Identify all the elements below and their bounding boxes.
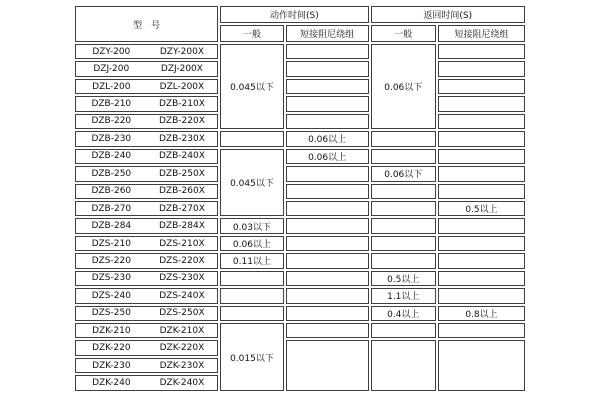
action-damping-cell <box>286 218 369 233</box>
model-name-primary: DZB-230 <box>91 133 132 144</box>
return-general-cell <box>371 340 436 391</box>
action-damping-cell <box>286 61 369 76</box>
model-name-variant: DZS-220X <box>159 255 205 266</box>
model-name-variant: DZS-210X <box>159 238 205 249</box>
return-general-cell <box>371 131 436 146</box>
return-damping-cell: 0.8以上 <box>438 306 525 321</box>
return-damping-cell <box>438 323 525 338</box>
return-damping-cell <box>438 236 525 251</box>
action-damping-cell <box>286 184 369 199</box>
action-damping-cell <box>286 306 369 321</box>
header-damping-return: 短接阻尼绕组 <box>438 25 525 42</box>
model-name-primary: DZB-210 <box>91 99 132 110</box>
return-damping-cell <box>438 288 525 303</box>
table-row <box>75 114 525 129</box>
header-general-return: 一般 <box>371 25 436 42</box>
table-row <box>75 61 525 76</box>
header-model: 型 号 <box>75 6 218 42</box>
table-row <box>75 131 525 146</box>
model-cell <box>75 236 218 251</box>
header-action-time: 动作时间(S) <box>220 6 368 23</box>
return-damping-cell <box>438 61 525 76</box>
action-damping-cell <box>286 236 369 251</box>
action-general-cell: 0.045以下 <box>220 44 283 129</box>
model-name-primary: DZB-240 <box>91 151 132 162</box>
table-row <box>75 149 525 164</box>
return-general-cell <box>371 201 436 216</box>
model-name-primary: DZK-210 <box>92 325 131 336</box>
header-general-action: 一般 <box>220 25 283 42</box>
return-general-cell: 1.1以上 <box>371 288 436 303</box>
return-damping-cell <box>438 340 525 391</box>
return-damping-cell <box>438 184 525 199</box>
model-cell <box>75 288 218 303</box>
action-damping-cell <box>286 323 369 338</box>
action-general-cell: 0.03以下 <box>220 218 283 233</box>
return-damping-cell <box>438 44 525 59</box>
model-name-primary: DZS-230 <box>91 273 131 284</box>
model-cell <box>75 44 218 59</box>
action-damping-cell <box>286 114 369 129</box>
action-damping-cell <box>286 79 369 94</box>
model-name-primary: DZS-240 <box>91 290 131 301</box>
header-damping-action: 短接阻尼绕组 <box>286 25 369 42</box>
return-damping-cell <box>438 79 525 94</box>
table-row <box>75 236 525 251</box>
model-name-primary: DZY-200 <box>92 46 131 57</box>
model-name-variant: DZB-230X <box>159 133 205 144</box>
model-name-variant: DZB-270X <box>159 203 205 214</box>
model-name-variant: DZK-210X <box>159 325 205 336</box>
action-general-cell: 0.06以上 <box>220 236 283 251</box>
return-general-cell: 0.5以上 <box>371 271 436 286</box>
model-name-variant: DZK-220X <box>159 343 205 354</box>
model-cell <box>75 375 218 391</box>
model-name-primary: DZL-200 <box>92 81 131 92</box>
model-cell <box>75 114 218 129</box>
model-name-primary: DZB-260 <box>91 186 132 197</box>
model-name-primary: DZB-284 <box>91 221 132 232</box>
action-damping-cell <box>286 96 369 111</box>
model-name-primary: DZS-250 <box>91 308 131 319</box>
action-damping-cell <box>286 44 369 59</box>
action-general-cell: 0.11以上 <box>220 253 283 268</box>
action-general-cell: 0.045以下 <box>220 149 283 217</box>
model-cell <box>75 253 218 268</box>
model-name-primary: DZB-220 <box>91 116 132 127</box>
header-return-time: 返回时间(S) <box>371 6 525 23</box>
model-name-primary: DZB-270 <box>91 203 132 214</box>
action-general-cell: 0.015以下 <box>220 323 283 391</box>
model-name-variant: DZK-240X <box>159 378 205 389</box>
return-damping-cell <box>438 253 525 268</box>
table-row <box>75 44 525 59</box>
return-damping-cell: 0.5以上 <box>438 201 525 216</box>
model-cell <box>75 201 218 216</box>
model-cell <box>75 218 218 233</box>
model-name-primary: DZK-240 <box>92 378 131 389</box>
model-name-primary: DZK-230 <box>92 360 131 371</box>
table-row <box>75 201 525 216</box>
model-name-primary: DZB-250 <box>91 168 132 179</box>
return-general-cell <box>371 218 436 233</box>
action-damping-cell <box>286 340 369 391</box>
return-general-cell: 0.06以下 <box>371 166 436 181</box>
model-name-variant: DZB-250X <box>159 168 205 179</box>
model-name-variant: DZJ-200X <box>160 64 203 75</box>
model-cell <box>75 79 218 94</box>
model-cell <box>75 306 218 321</box>
return-general-cell <box>371 253 436 268</box>
action-general-cell <box>220 288 283 303</box>
table-row <box>75 323 525 338</box>
return-damping-cell <box>438 96 525 111</box>
model-name-variant: DZK-230X <box>159 360 205 371</box>
model-name-primary: DZK-220 <box>92 343 131 354</box>
model-name-variant: DZS-240X <box>159 290 205 301</box>
return-damping-cell <box>438 149 525 164</box>
model-name-variant: DZB-220X <box>159 116 205 127</box>
model-cell <box>75 323 218 338</box>
return-general-cell: 0.4以上 <box>371 306 436 321</box>
table-row <box>75 184 525 199</box>
return-general-cell <box>371 236 436 251</box>
table-row <box>75 96 525 111</box>
return-damping-cell <box>438 218 525 233</box>
table-row <box>75 218 525 233</box>
header-row-groups <box>75 6 525 23</box>
model-name-variant: DZB-240X <box>159 151 205 162</box>
action-damping-cell: 0.06以上 <box>286 149 369 164</box>
model-cell <box>75 131 218 146</box>
return-general-cell <box>371 149 436 164</box>
table-row <box>75 340 525 355</box>
model-cell <box>75 271 218 286</box>
model-name-primary: DZS-210 <box>91 238 131 249</box>
table-row <box>75 79 525 94</box>
return-general-cell: 0.06以下 <box>371 44 436 129</box>
action-damping-cell <box>286 253 369 268</box>
action-damping-cell: 0.06以上 <box>286 131 369 146</box>
model-name-variant: DZS-230X <box>159 273 205 284</box>
relay-timing-spec-table <box>73 4 527 393</box>
action-general-cell <box>220 271 283 286</box>
action-damping-cell <box>286 288 369 303</box>
model-name-primary: DZS-220 <box>91 255 131 266</box>
return-damping-cell <box>438 131 525 146</box>
action-damping-cell <box>286 271 369 286</box>
return-general-cell <box>371 323 436 338</box>
model-cell <box>75 96 218 111</box>
action-general-cell <box>220 131 283 146</box>
model-name-variant: DZB-210X <box>159 99 205 110</box>
model-cell <box>75 166 218 181</box>
model-name-variant: DZS-250X <box>159 308 205 319</box>
model-cell <box>75 358 218 373</box>
return-damping-cell <box>438 166 525 181</box>
model-name-variant: DZL-200X <box>159 81 205 92</box>
model-cell <box>75 61 218 76</box>
return-damping-cell <box>438 271 525 286</box>
action-damping-cell <box>286 201 369 216</box>
model-name-primary: DZJ-200 <box>93 64 130 75</box>
model-name-variant: DZY-200X <box>159 46 204 57</box>
model-name-variant: DZB-284X <box>159 221 205 232</box>
table-row <box>75 288 525 303</box>
table-row <box>75 271 525 286</box>
model-cell <box>75 340 218 355</box>
model-cell <box>75 149 218 164</box>
return-general-cell <box>371 184 436 199</box>
table-row <box>75 306 525 321</box>
return-damping-cell <box>438 114 525 129</box>
model-name-variant: DZB-260X <box>159 186 205 197</box>
table-row <box>75 253 525 268</box>
table-row <box>75 166 525 181</box>
model-cell <box>75 184 218 199</box>
action-general-cell <box>220 306 283 321</box>
action-damping-cell <box>286 166 369 181</box>
